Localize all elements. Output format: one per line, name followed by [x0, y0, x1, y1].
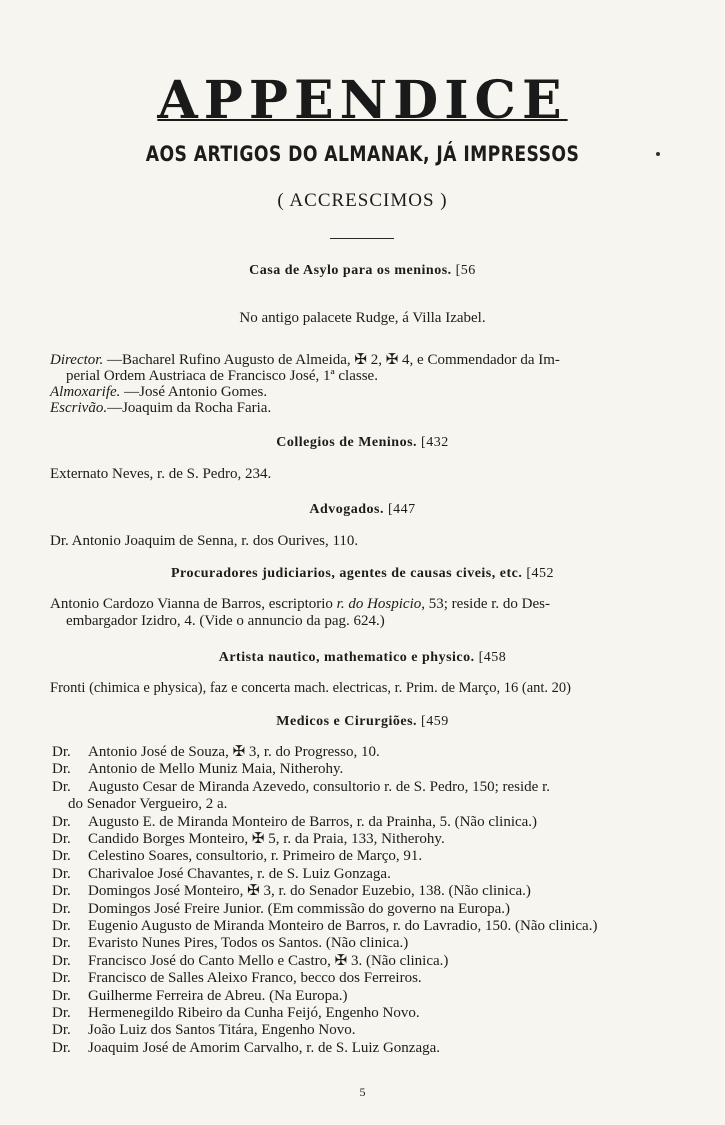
- dr-prefix: Dr.: [52, 1039, 71, 1056]
- dr-prefix: Dr.: [52, 883, 71, 900]
- page-title: APPENDICE: [157, 70, 568, 131]
- dr-prefix: Dr.: [52, 865, 71, 882]
- page-subtitle: AOS ARTIGOS DO ALMANAK, JÁ IMPRESSOS: [145, 142, 580, 166]
- medico-text: Charivaloe José Chavantes, r. de S. Luiz Gonzaga.: [88, 865, 391, 882]
- medico-entry: [52, 935, 408, 952]
- medico-text: Antonio José de Souza, ✠ 3, r. do Progresso, 10.: [88, 744, 380, 760]
- medico-text: João Luiz dos Santos Titára, Engenho Novo.: [88, 1022, 356, 1039]
- medico-entry: [52, 814, 537, 831]
- medico-text: Antonio de Mello Muniz Maia, Nitherohy.: [88, 761, 344, 778]
- dr-prefix: Dr.: [52, 761, 71, 778]
- section-heading-asylo: Casa de Asylo para os meninos. [56: [249, 263, 476, 278]
- asylo-director: Director. —Bacharel Rufino Augusto de Almeida, ✠ 2, ✠ 4, e Commendador da Im-: [50, 352, 560, 368]
- dr-prefix: Dr.: [52, 987, 71, 1004]
- ink-speck: [656, 152, 660, 156]
- title-divider: [330, 238, 394, 239]
- medico-entry: [52, 918, 597, 935]
- medico-entry: [52, 866, 391, 883]
- accrescimos-note: ( ACCRESCIMOS ): [277, 190, 448, 211]
- section-ref: [458: [478, 650, 507, 665]
- section-heading-collegios: Collegios de Meninos. [432: [276, 435, 449, 450]
- collegios-entry: Externato Neves, r. de S. Pedro, 234.: [50, 466, 272, 482]
- medico-text: Augusto Cesar de Miranda Azevedo, consultorio r. de S. Pedro, 150; reside r.: [88, 778, 550, 795]
- medico-text: Hermenegildo Ribeiro da Cunha Feijó, Engenho Novo.: [88, 1005, 420, 1021]
- section-heading-artista: Artista nautico, mathematico e physico. [458: [218, 650, 507, 665]
- procuradores-entry: Antonio Cardozo Vianna de Barros, escriptorio r. do Hospicio, 53; reside r. do Des-: [50, 596, 550, 612]
- medico-text: Guilherme Ferreira de Abreu. (Na Europa.): [88, 987, 348, 1004]
- artista-entry: Fronti (chimica e physica), faz e concerta mach. electricas, r. Prim. de Março, 16 (ant. 20): [50, 680, 571, 696]
- medico-entry: [52, 970, 422, 987]
- section-ref: [56: [455, 263, 476, 278]
- medico-text: Francisco José do Canto Mello e Castro, ✠ 3. (Não clinica.): [88, 952, 449, 969]
- medico-entry: [52, 761, 343, 778]
- section-ref: [452: [526, 566, 555, 581]
- section-heading-advogados: Advogados. [447: [309, 502, 416, 517]
- section-heading-procuradores: Procuradores judiciarios, agentes de causas civeis, etc. [452: [170, 566, 555, 581]
- dr-prefix: Dr.: [52, 935, 71, 952]
- medico-text: Joaquim José de Amorim Carvalho, r. de S. Luiz Gonzaga.: [88, 1039, 441, 1056]
- medico-text: Celestino Soares, consultorio, r. Primeiro de Março, 91.: [88, 848, 423, 865]
- procuradores-entry-cont: embargador Izidro, 4. (Vide o annuncio da pag. 624.): [66, 613, 385, 629]
- medico-text: Augusto E. de Miranda Monteiro de Barros, r. da Prainha, 5. (Não clinica.): [88, 813, 538, 830]
- dr-prefix: Dr.: [52, 848, 71, 865]
- medico-text: Candido Borges Monteiro, ✠ 5, r. da Praia, 133, Nitherohy.: [88, 831, 445, 847]
- dr-prefix: Dr.: [52, 970, 71, 987]
- medico-entry: [52, 1022, 356, 1039]
- medico-text: Evaristo Nunes Pires, Todos os Santos. (Não clinica.): [88, 935, 409, 952]
- medico-entry: [52, 779, 550, 796]
- section-ref: [459: [421, 714, 449, 729]
- medico-entry: [52, 831, 445, 848]
- medico-entry: [52, 1005, 420, 1022]
- asylo-director-cont: perial Ordem Austriaca de Francisco José, 1ª classe.: [66, 368, 378, 384]
- section-ref: [432: [421, 435, 449, 450]
- medico-text: Domingos José Freire Junior. (Em commissão do governo na Europa.): [88, 900, 511, 917]
- dr-prefix: Dr.: [52, 1005, 71, 1021]
- dr-prefix: Dr.: [52, 952, 71, 969]
- asylo-almoxarife: Almoxarife. —José Antonio Gomes.: [50, 384, 268, 400]
- dr-prefix: Dr.: [52, 813, 71, 830]
- dr-prefix: Dr.: [52, 778, 71, 795]
- medico-entry: [52, 953, 448, 970]
- medico-entry: [52, 988, 347, 1005]
- medico-entry-cont: do Senador Vergueiro, 2 a.: [68, 796, 228, 813]
- medico-entry: [52, 848, 422, 865]
- medico-entry: [52, 744, 380, 761]
- dr-prefix: Dr.: [52, 831, 71, 847]
- dr-prefix: Dr.: [52, 744, 71, 760]
- dr-prefix: Dr.: [52, 918, 71, 934]
- medico-text: Eugenio Augusto de Miranda Monteiro de Barros, r. do Lavradio, 150. (Não clinica.): [88, 918, 598, 934]
- page-folio: 5: [359, 1085, 366, 1099]
- asylo-escrivao: Escrivão.—Joaquim da Rocha Faria.: [50, 400, 272, 416]
- medico-entry: [52, 1040, 440, 1057]
- section-ref: [447: [387, 502, 416, 517]
- medico-text: Francisco de Salles Aleixo Franco, becco dos Ferreiros.: [88, 970, 422, 987]
- medico-entry: [52, 883, 531, 900]
- medico-text: Domingos José Monteiro, ✠ 3, r. do Senador Euzebio, 138. (Não clinica.): [88, 883, 531, 900]
- asylo-location: No antigo palacete Rudge, á Villa Izabel.: [239, 310, 486, 326]
- advogados-entry: Dr. Antonio Joaquim de Senna, r. dos Ourives, 110.: [50, 533, 359, 549]
- dr-prefix: Dr.: [52, 900, 71, 917]
- dr-prefix: Dr.: [52, 1022, 71, 1039]
- medico-entry: [52, 901, 510, 918]
- section-heading-medicos: Medicos e Cirurgiões. [459: [276, 714, 449, 729]
